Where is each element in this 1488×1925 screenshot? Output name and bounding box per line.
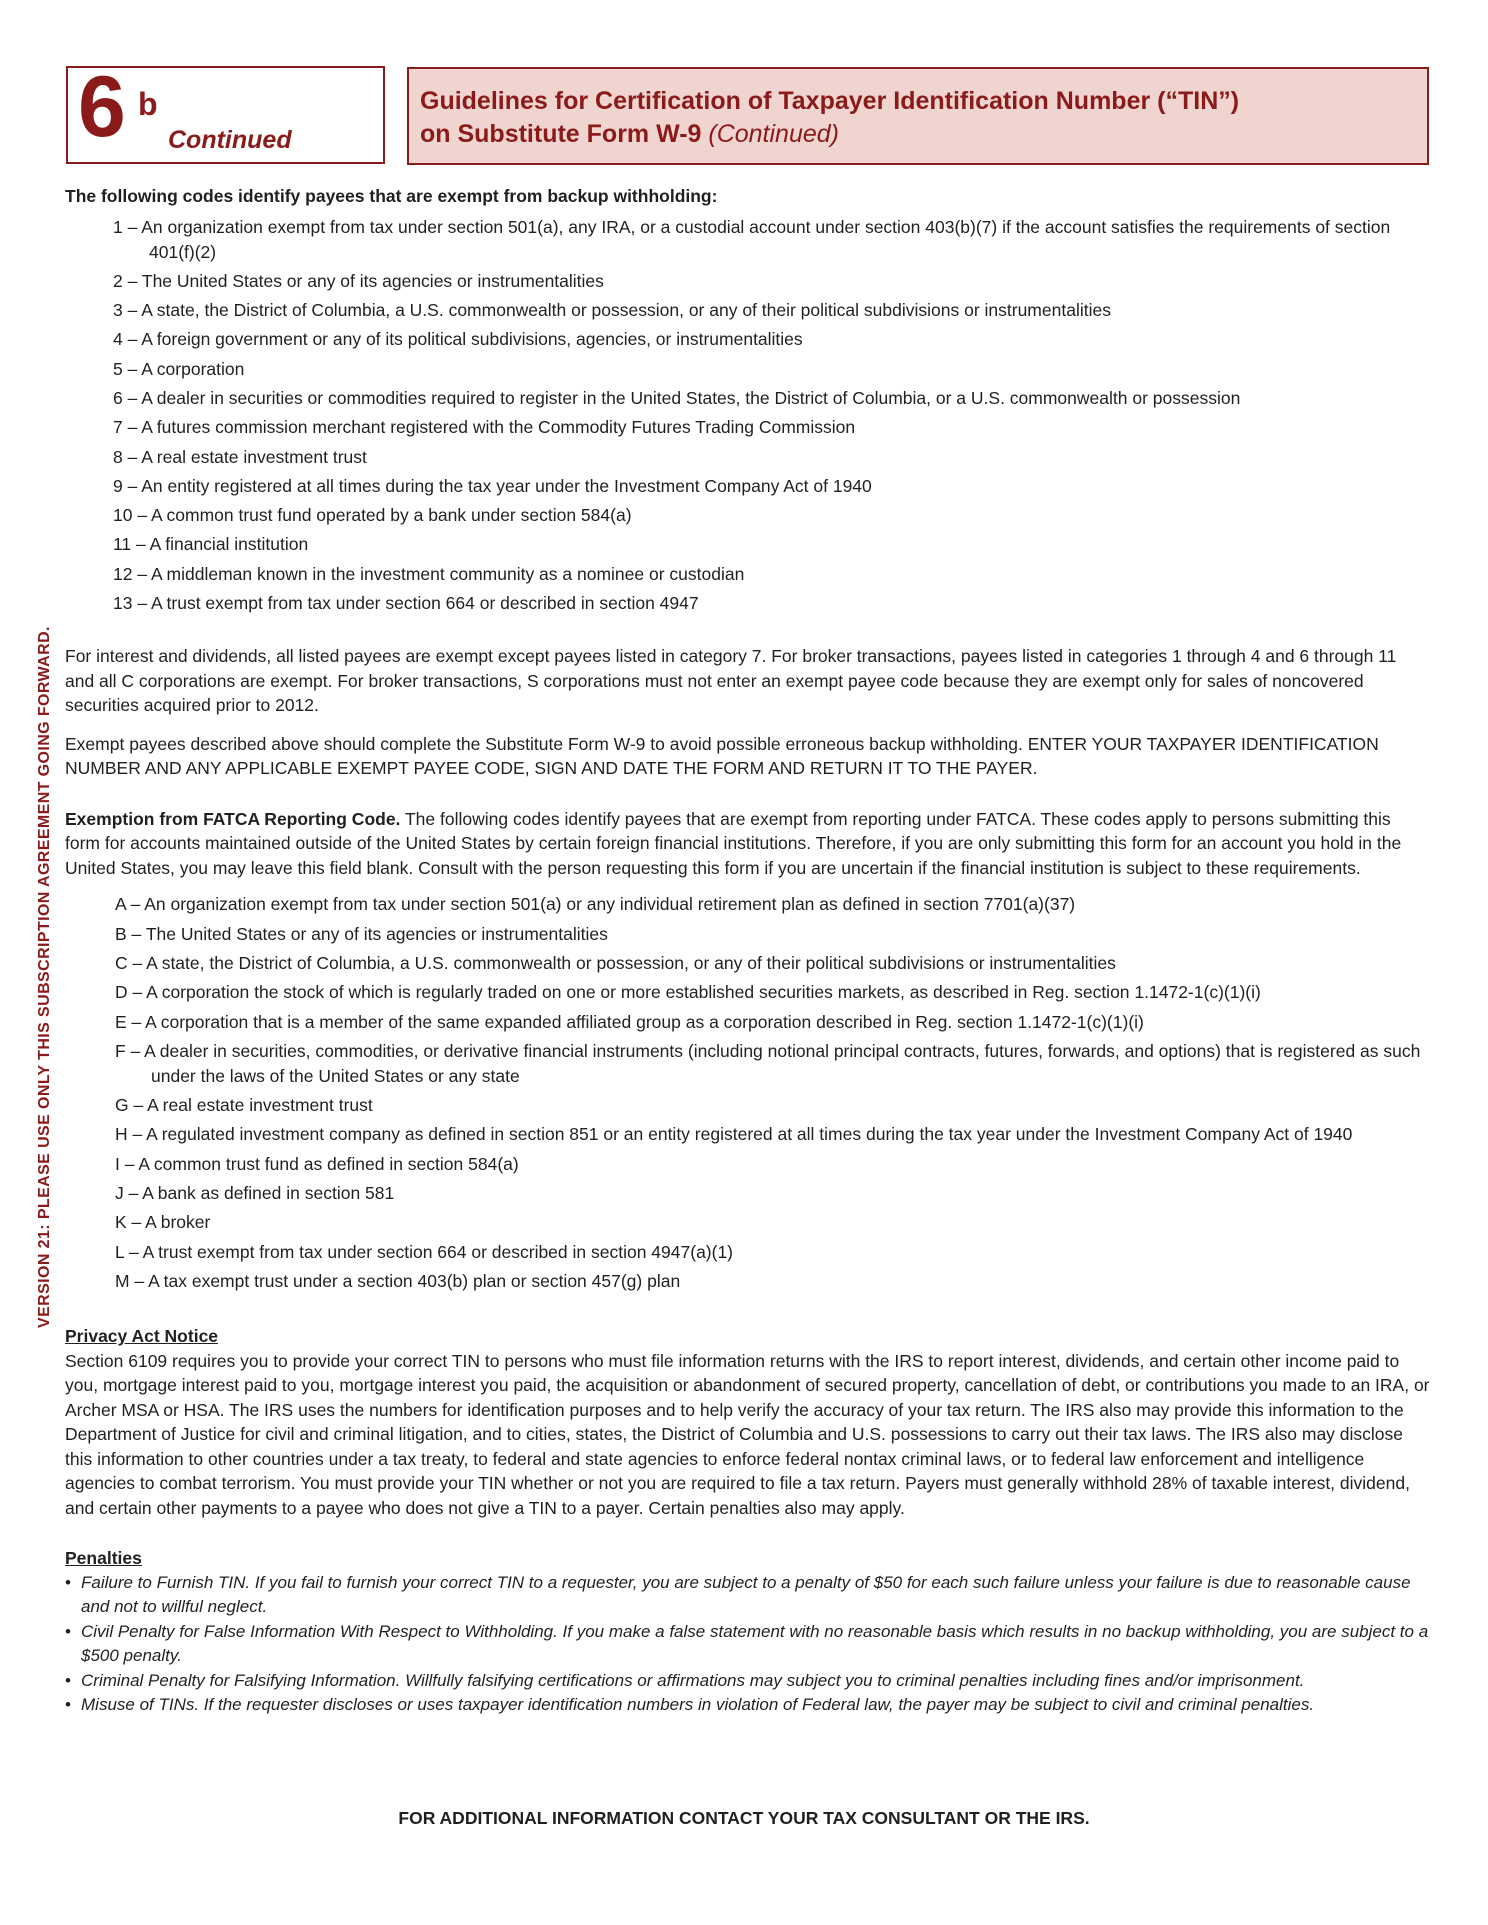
list-item: I – A common trust fund as defined in section 584(a) [115,1153,519,1174]
fatca-text: The following codes identify payees that are exempt from reporting under FATCA. These codes apply to persons submitting this form for accounts maintained outside of the United States by certain foreign financial institutions. Therefore, if you are only submitting this form for an account you hold in the United States, you may leave this field blank. Consult with the person requesting this form if you are uncertain if the financial institution is subject to these requirements. [65,808,1402,878]
list-item: 5 – A corporation [113,358,245,379]
page-title-line2 [420,118,1427,151]
penalties-heading: Penalties [65,1548,142,1569]
badge-number: 6 [78,59,124,155]
list-item: K – A broker [115,1212,211,1233]
exempt-codes-lead: The following codes identify payees that are exempt from backup withholding: [65,186,718,206]
list-item: 3 – A state, the District of Columbia, a U.S. commonwealth or possession, or any of their political subdivisions or instrumentalities [113,300,1111,321]
list-item: J – A bank as defined in section 581 [115,1183,395,1204]
list-item: E – A corporation that is a member of the same expanded affiliated group as a corporation described in Reg. section 1.1472-1(c)(1)(i) [115,1011,1144,1032]
penalties-list [65,1571,1430,1718]
list-item: F – A dealer in securities, commodities, or derivative financial instruments (including notional principal contracts, futures, forwards, and options) that is registered as such under the laws of the United States or any state [115,1040,1421,1086]
list-item: 6 – A dealer in securities or commodities required to register in the United States, the District of Columbia, or a U.S. commonwealth or possession [113,387,1241,408]
list-item: B – The United States or any of its agencies or instrumentalities [115,923,608,944]
list-item: A – An organization exempt from tax under section 501(a) or any individual retirement plan as defined in section 7701(a)(37) [115,894,1076,915]
badge-superscript: b [138,86,158,122]
list-item: 1 – An organization exempt from tax under section 501(a), any IRA, or a custodial account under section 403(b)(7) if the account satisfies the requirements of section 401(f)(2) [113,216,1391,262]
list-item: 7 – A futures commission merchant registered with the Commodity Futures Trading Commission [113,417,856,438]
list-item: 10 – A common trust fund operated by a bank under section 584(a) [113,505,632,526]
list-item: H – A regulated investment company as defined in section 851 or an entity registered at all times during the tax year under the Investment Company Act of 1940 [115,1124,1353,1145]
list-item: C – A state, the District of Columbia, a U.S. commonwealth or possession, or any of their political subdivisions or instrumentalities [115,952,1116,973]
page-title-line1: Guidelines for Certification of Taxpayer Identification Number (“TIN”) [420,87,1240,115]
penalty-text: Criminal Penalty for Falsifying Information. Willfully falsifying certifications or affirmations may subject you to criminal penalties including fines and/or imprisonment. [81,1670,1305,1690]
penalty-text: Failure to Furnish TIN. If you fail to furnish your correct TIN to a requester, you are subject to a penalty of $50 for each such failure unless your failure is due to reasonable cause and not to willful neglect. [81,1572,1411,1617]
list-item: 9 – An entity registered at all times during the tax year under the Investment Company Act of 1940 [113,475,872,496]
bullet: • [65,1621,71,1641]
page-title-continued: (Continued) [708,120,840,148]
section-badge [66,59,385,164]
page-title-line2-main: on Substitute Form W-9 [420,120,702,148]
fatca-code-list [65,892,1430,1294]
penalty-text: Misuse of TINs. If the requester discloses or uses taxpayer identification numbers in violation of Federal law, the payer may be subject to civil and criminal penalties. [81,1695,1315,1715]
fatca-heading: Exemption from FATCA Reporting Code. [65,808,401,829]
bullet: • [65,1670,71,1690]
badge-continued: Continued [168,126,292,154]
list-item [65,1620,1430,1669]
list-item: 12 – A middleman known in the investment community as a nominee or custodian [113,563,745,584]
bullet: • [65,1695,71,1715]
list-item: D – A corporation the stock of which is regularly traded on one or more established securities markets, as described in Reg. section 1.1472-1(c)(1)(i) [115,982,1261,1003]
list-item [65,1669,1430,1694]
list-item [65,1693,1430,1718]
exempt-payee-list [65,215,1430,617]
fatca-paragraph [65,807,1430,881]
list-item [65,1571,1430,1620]
privacy-heading: Privacy Act Notice [65,1326,219,1347]
list-item: L – A trust exempt from tax under section 664 or described in section 4947(a)(1) [115,1241,734,1262]
main-content [65,184,1430,1718]
list-item: M – A tax exempt trust under a section 403(b) plan or section 457(g) plan [115,1270,681,1291]
bullet: • [65,1572,71,1592]
list-item: 11 – A financial institution [113,534,309,555]
footer-note: FOR ADDITIONAL INFORMATION CONTACT YOUR TAX CONSULTANT OR THE IRS. [398,1808,1090,1828]
exempt-paragraph-2: Exempt payees described above should complete the Substitute Form W-9 to avoid possible erroneous backup withholding. ENTER YOUR TAXPAYER IDENTIFICATION NUMBER AND ANY APPLICABLE EXEMPT PAYEE CODE, SIGN AND DATE THE FORM AND RETURN IT TO THE PAYER. [65,733,1379,779]
list-item: 8 – A real estate investment trust [113,446,367,467]
version-side-text: VERSION 21: PLEASE USE ONLY THIS SUBSCRIPTION AGREEMENT GOING FORWARD. [36,626,53,1328]
privacy-text: Section 6109 requires you to provide your correct TIN to persons who must file information returns with the IRS to report interest, dividends, and certain other income paid to you, mortgage interest paid to you, mortgage interest you paid, the acquisition or abandonment of secured property, cancellation of debt, or contributions you made to an IRA, or Archer MSA or HSA. The IRS uses the numbers for identification purposes and to help verify the accuracy of your tax return. The IRS also may provide this information to the Department of Justice for civil and criminal litigation, and to cities, states, the District of Columbia and U.S. possessions to carry out their tax laws. The IRS also may disclose this information to other countries under a tax treaty, to federal and state agencies to enforce federal nontax criminal laws, or to federal law enforcement and intelligence agencies to combat terrorism. You must provide your TIN whether or not you are required to file a tax return. Payers must generally withhold 28% of taxable interest, dividend, and certain other payments to a payee who does not give a TIN to a payer. Certain penalties also may apply. [65,1350,1430,1518]
list-item: G – A real estate investment trust [115,1095,373,1116]
penalty-text: Civil Penalty for False Information With Respect to Withholding. If you make a false statement with no reasonable basis which results in no backup withholding, you are subject to a $500 penalty. [81,1621,1429,1666]
list-item: 2 – The United States or any of its agencies or instrumentalities [113,270,604,291]
list-item: 13 – A trust exempt from tax under section 664 or described in section 4947 [113,593,699,614]
page-title-box [407,67,1429,165]
list-item: 4 – A foreign government or any of its political subdivisions, agencies, or instrumentalities [113,329,803,350]
exempt-paragraph-1: For interest and dividends, all listed payees are exempt except payees listed in category 7. For broker transactions, payees listed in categories 1 through 4 and 6 through 11 and all C corporations are exempt. For broker transactions, S corporations must not enter an exempt payee code because they are exempt only for sales of noncovered securities acquired prior to 2012. [65,646,1397,716]
